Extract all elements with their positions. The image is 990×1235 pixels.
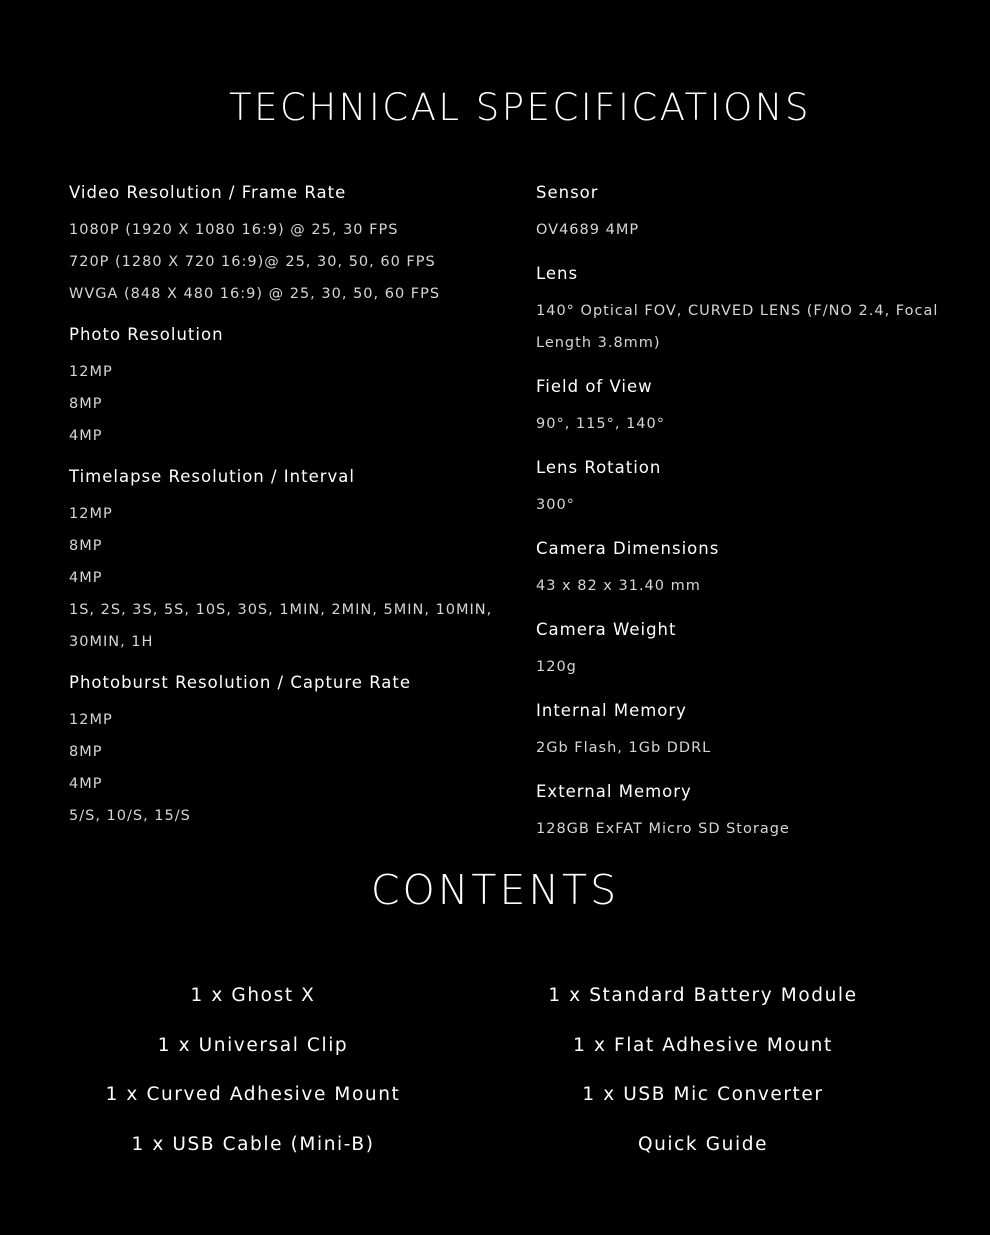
spec-label: Photoburst Resolution / Capture Rate <box>69 673 412 692</box>
spec-label: Photo Resolution <box>69 325 224 344</box>
spec-label: Internal Memory <box>536 701 687 720</box>
spec-value: 120g <box>536 659 577 675</box>
spec-value: 8MP <box>69 396 103 412</box>
specs-right-column <box>536 182 976 862</box>
spec-group-timelapse <box>69 466 509 658</box>
contents-left-column <box>58 980 448 1179</box>
spec-value: 720P (1280 X 720 16:9)@ 25, 30, 50, 60 FPS <box>69 254 436 270</box>
spec-group-external-memory <box>536 781 976 845</box>
spec-group-camera-weight <box>536 619 976 683</box>
contents-title: CONTENTS <box>370 866 620 914</box>
spec-group-sensor <box>536 182 976 246</box>
spec-group-video-resolution <box>69 182 509 310</box>
contents-item: 1 x Universal Clip <box>157 1034 349 1056</box>
spec-value: 90°, 115°, 140° <box>536 416 665 432</box>
contents-item: 1 x Curved Adhesive Mount <box>105 1084 401 1106</box>
spec-group-lens <box>536 263 976 359</box>
spec-label: Video Resolution / Frame Rate <box>69 183 347 202</box>
spec-value: 128GB ExFAT Micro SD Storage <box>536 821 790 837</box>
spec-label: Timelapse Resolution / Interval <box>69 467 355 486</box>
spec-group-field-of-view <box>536 376 976 440</box>
spec-label: Field of View <box>536 377 653 396</box>
contents-item: Quick Guide <box>637 1134 769 1156</box>
spec-value: 300° <box>536 497 575 513</box>
spec-value: 1080P (1920 X 1080 16:9) @ 25, 30 FPS <box>69 222 399 238</box>
spec-value: WVGA (848 X 480 16:9) @ 25, 30, 50, 60 FPS <box>69 286 441 302</box>
spec-value: 1S, 2S, 3S, 5S, 10S, 30S, 1MIN, 2MIN, 5MIN, 10MIN, <box>69 602 493 618</box>
spec-group-photoburst <box>69 672 509 832</box>
spec-value: 8MP <box>69 538 103 554</box>
spec-value: 2Gb Flash, 1Gb DDRL <box>536 740 712 756</box>
spec-label: Sensor <box>536 183 599 202</box>
contents-item: 1 x USB Mic Converter <box>582 1084 824 1106</box>
spec-label: Camera Weight <box>536 620 677 639</box>
spec-group-internal-memory <box>536 700 976 764</box>
contents-item: 1 x USB Cable (Mini-B) <box>131 1134 375 1156</box>
spec-value: 5/S, 10/S, 15/S <box>69 808 191 824</box>
spec-value: 30MIN, 1H <box>69 634 154 650</box>
spec-label: Lens Rotation <box>536 458 662 477</box>
spec-label: Camera Dimensions <box>536 539 720 558</box>
contents-item: 1 x Flat Adhesive Mount <box>573 1034 833 1056</box>
contents-item: 1 x Ghost X <box>190 985 316 1006</box>
spec-label: External Memory <box>536 782 692 801</box>
specs-left-column <box>69 182 509 846</box>
spec-value: 12MP <box>69 364 113 380</box>
spec-value: Length 3.8mm) <box>536 335 661 351</box>
spec-group-photo-resolution <box>69 324 509 452</box>
spec-value: 4MP <box>69 428 103 444</box>
spec-value: 12MP <box>69 506 113 522</box>
spec-value: 140° Optical FOV, CURVED LENS (F/NO 2.4, Focal <box>536 303 939 319</box>
spec-value: OV4689 4MP <box>536 222 640 238</box>
contents-item: 1 x Standard Battery Module <box>548 985 858 1006</box>
spec-group-camera-dimensions <box>536 538 976 602</box>
spec-label: Lens <box>536 264 579 283</box>
spec-group-lens-rotation <box>536 457 976 521</box>
contents-right-column <box>508 980 898 1179</box>
spec-value: 4MP <box>69 776 103 792</box>
specifications-title: TECHNICAL SPECIFICATIONS <box>229 86 811 129</box>
spec-value: 4MP <box>69 570 103 586</box>
spec-value: 12MP <box>69 712 113 728</box>
spec-value: 43 x 82 x 31.40 mm <box>536 578 701 594</box>
spec-value: 8MP <box>69 744 103 760</box>
